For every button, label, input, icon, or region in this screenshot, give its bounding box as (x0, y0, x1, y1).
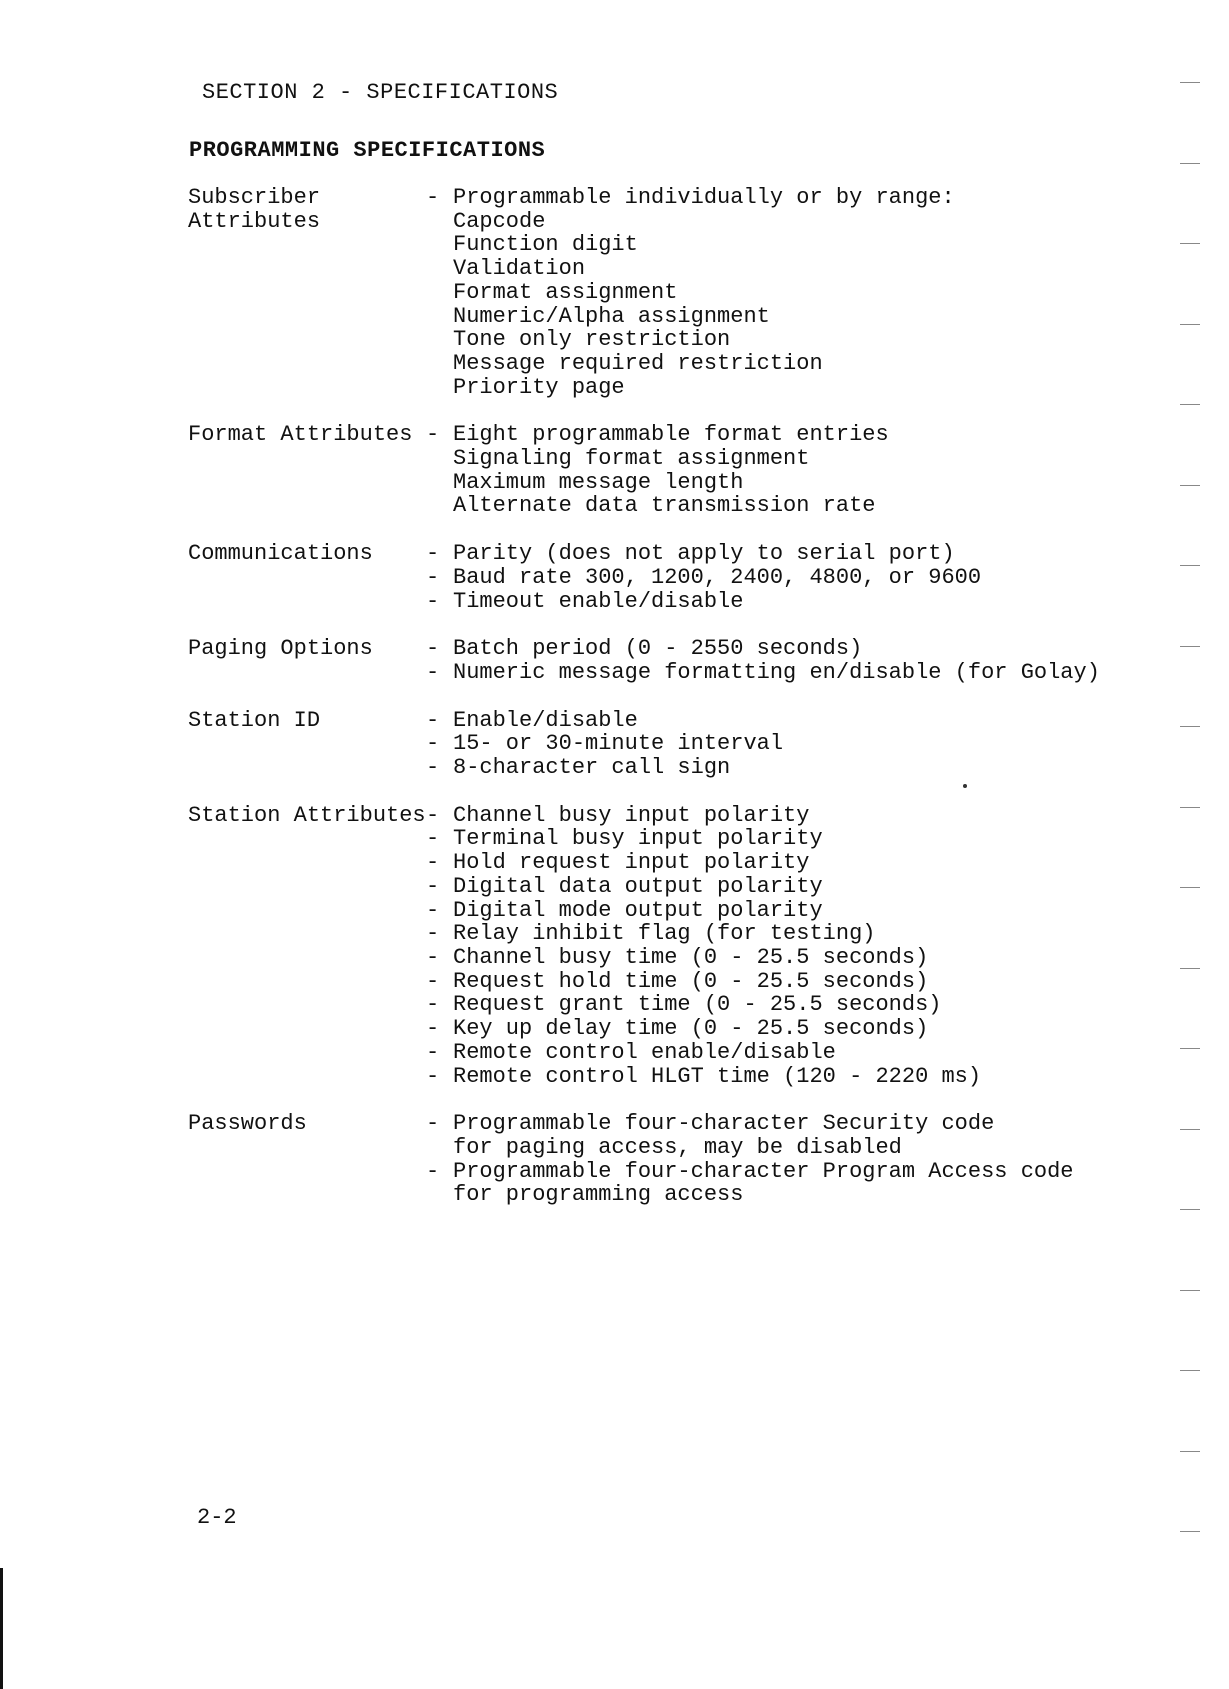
spec-term: Station Attributes (188, 802, 426, 828)
spec-line: - Batch period (0 - 2550 seconds) (426, 637, 1229, 661)
spec-term: Communications (188, 541, 373, 567)
spec-line: - Key up delay time (0 - 25.5 seconds) (426, 1017, 1229, 1041)
spec-line: Alternate data transmission rate (453, 493, 876, 519)
spec-group (0, 186, 1229, 399)
spec-line: - Channel busy input polarity (426, 804, 1229, 828)
edge-tick (1180, 404, 1200, 405)
spec-line: Numeric/Alpha assignment (453, 303, 770, 329)
spec-line: - Eight programmable format entries (426, 423, 1229, 447)
spec-line: - Numeric message formatting en/disable (for Golay) (426, 661, 1229, 685)
section-header: SECTION 2 - SPECIFICATIONS (202, 80, 559, 105)
edge-tick (1180, 1531, 1200, 1532)
spec-line: - Hold request input polarity (426, 851, 1229, 875)
spec-line: - Programmable individually or by range: (426, 186, 1229, 210)
edge-tick (1180, 1370, 1200, 1371)
spec-line: Maximum message length (453, 469, 744, 495)
edge-tick (1180, 968, 1200, 969)
edge-tick (1180, 163, 1200, 164)
spec-group (0, 423, 1229, 518)
edge-tick (1180, 82, 1200, 83)
spec-lines (426, 709, 1229, 780)
spec-lines (426, 804, 1229, 1088)
spec-line: - Baud rate 300, 1200, 2400, 4800, or 9600 (426, 566, 1229, 590)
page-title: PROGRAMMING SPECIFICATIONS (189, 138, 546, 163)
edge-tick (1180, 1048, 1200, 1049)
spec-group (0, 637, 1229, 684)
spec-line: - Parity (does not apply to serial port) (426, 542, 1229, 566)
spec-line: for paging access, may be disabled (453, 1134, 902, 1160)
page-number: 2-2 (197, 1505, 237, 1530)
edge-tick (1180, 646, 1200, 647)
edge-tick (1180, 565, 1200, 566)
edge-tick (1180, 807, 1200, 808)
edge-tick (1180, 1209, 1200, 1210)
spec-line: - Remote control enable/disable (426, 1041, 1229, 1065)
binder-edge-ticks (1180, 0, 1204, 1689)
spec-line: Priority page (453, 374, 625, 400)
spec-line: - Programmable four-character Program Access code (426, 1160, 1229, 1184)
edge-tick (1180, 726, 1200, 727)
spec-line: Tone only restriction (453, 327, 731, 353)
spec-group (0, 804, 1229, 1088)
edge-tick (1180, 324, 1200, 325)
spec-lines (426, 186, 1229, 399)
edge-tick (1180, 887, 1200, 888)
spec-lines (426, 423, 1229, 518)
spec-line: Validation (453, 256, 586, 282)
spec-line: - Enable/disable (426, 709, 1229, 733)
spec-line: Format assignment (453, 279, 678, 305)
scan-speck (963, 784, 967, 788)
spec-line: - Terminal busy input polarity (426, 827, 1229, 851)
spec-group (0, 1112, 1229, 1207)
scan-edge-mark (0, 1568, 3, 1689)
spec-line: - Request hold time (0 - 25.5 seconds) (426, 970, 1229, 994)
spec-term: Station ID (188, 707, 321, 733)
spec-line: - 8-character call sign (426, 756, 1229, 780)
spec-term: Subscriber Attributes (188, 185, 321, 234)
spec-lines (426, 637, 1229, 684)
spec-line: - Remote control HLGT time (120 - 2220 ms) (426, 1065, 1229, 1089)
edge-tick (1180, 243, 1200, 244)
spec-group (0, 542, 1229, 613)
spec-line: - 15- or 30-minute interval (426, 732, 1229, 756)
spec-line: Signaling format assignment (453, 446, 810, 472)
spec-term: Passwords (188, 1111, 307, 1137)
spec-line: for programming access (453, 1182, 744, 1208)
spec-line: Function digit (453, 232, 638, 258)
spec-line: - Programmable four-character Security code (426, 1112, 1229, 1136)
spec-line: - Digital data output polarity (426, 875, 1229, 899)
spec-lines (426, 1112, 1229, 1207)
spec-lines (426, 542, 1229, 613)
spec-line: - Timeout enable/disable (426, 590, 1229, 614)
specifications-list (0, 186, 1229, 1231)
spec-term: Format Attributes (188, 422, 413, 448)
spec-line: - Digital mode output polarity (426, 899, 1229, 923)
spec-line: - Request grant time (0 - 25.5 seconds) (426, 993, 1229, 1017)
edge-tick (1180, 1451, 1200, 1452)
edge-tick (1180, 1290, 1200, 1291)
spec-line: - Channel busy time (0 - 25.5 seconds) (426, 946, 1229, 970)
spec-term: Paging Options (188, 636, 373, 662)
spec-line: - Relay inhibit flag (for testing) (426, 922, 1229, 946)
spec-group (0, 709, 1229, 780)
edge-tick (1180, 1129, 1200, 1130)
edge-tick (1180, 485, 1200, 486)
spec-line: Capcode (453, 208, 546, 234)
spec-line: Message required restriction (453, 350, 823, 376)
